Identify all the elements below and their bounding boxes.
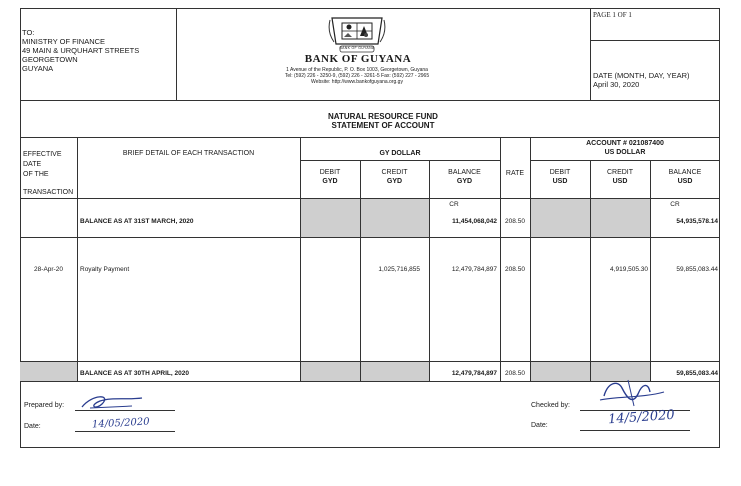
page-label: PAGE 1 OF 1 — [593, 11, 632, 19]
bank-address — [236, 67, 478, 85]
statement-date: April 30, 2020 — [593, 80, 640, 89]
date-right-handwritten: 14/5/2020 — [607, 407, 676, 428]
header-credit-usd-label: CREDIT — [606, 169, 634, 176]
transaction-detail: Royalty Payment — [80, 266, 130, 273]
header-date-line: DATE — [23, 161, 42, 168]
crest-ribbon-text: BANK OF GUYANA — [339, 46, 375, 50]
transaction-date: 28-Apr-20 — [34, 266, 63, 273]
recipient-line: 49 MAIN & URQUHART STREETS — [22, 46, 140, 55]
closing-balance-gyd: 12,479,784,897 — [451, 370, 497, 377]
header-balance-usd-currency: USD — [677, 178, 693, 185]
recipient-address — [22, 28, 139, 73]
transaction-credit-usd: 4,919,505.30 — [610, 266, 648, 273]
prepared-by-signature-icon — [72, 392, 152, 412]
opening-rate: 208.50 — [505, 218, 525, 225]
header-credit-usd-currency: USD — [612, 178, 628, 185]
shade-credit-usd-opening — [590, 198, 650, 237]
opening-balance-gyd: 11,454,068,042 — [452, 218, 497, 225]
header-balance-usd — [650, 168, 720, 186]
shade-debit-usd-closing — [530, 361, 590, 381]
header-credit-gyd-currency: GYD — [386, 178, 403, 185]
date-left-label: Date: — [24, 423, 41, 430]
header-debit-usd — [530, 168, 590, 186]
recipient-line: TO: — [22, 28, 35, 37]
closing-rate: 208.50 — [505, 370, 525, 377]
transaction-rate: 208.50 — [505, 266, 525, 273]
opening-row-bottom-line — [20, 237, 720, 238]
date-label: DATE (MONTH, DAY, YEAR) — [593, 71, 690, 80]
header-divider-left — [176, 8, 177, 100]
recipient-line: GEORGETOWN — [22, 55, 78, 64]
header-divider-right — [590, 8, 591, 100]
header-credit-gyd-label: CREDIT — [381, 169, 408, 176]
transaction-balance-usd: 59,855,083.44 — [676, 266, 718, 273]
header-debit-usd-currency: USD — [552, 178, 568, 185]
header-effective-date — [23, 150, 73, 198]
bank-contact-line: Tel: (592) 226 - 3250-9, (592) 226 - 3261-5 Fax: (592) 227 - 2965 — [284, 73, 430, 79]
header-account-number: ACCOUNT # 021087400 — [586, 140, 664, 147]
gy-dollar-header-line — [300, 160, 500, 161]
header-balance-gyd-label: BALANCE — [448, 169, 481, 176]
shade-debit-usd-opening — [530, 198, 590, 237]
date-right-label: Date: — [531, 422, 548, 429]
header-balance-gyd-currency: GYD — [456, 178, 473, 185]
header-us-dollar: US DOLLAR — [604, 149, 646, 156]
bank-name: BANK OF GUYANA — [304, 53, 412, 65]
shade-credit-gyd-closing — [360, 361, 429, 381]
title-bottom-line — [20, 137, 720, 138]
shade-credit-gyd-opening — [360, 198, 429, 237]
header-effective-line: EFFECTIVE — [23, 151, 62, 158]
prepared-by-label: Prepared by: — [24, 402, 65, 409]
transaction-balance-gyd: 12,479,784,897 — [451, 266, 497, 273]
date-left-handwritten: 14/05/2020 — [91, 416, 150, 431]
header-credit-usd — [590, 168, 650, 186]
recipient-line: GUYANA — [22, 64, 54, 73]
shade-debit-gyd-opening — [300, 198, 360, 237]
header-of-the-line: OF THE — [23, 171, 49, 178]
page-box-divider — [590, 40, 720, 41]
us-dollar-header-line — [530, 160, 720, 161]
statement-title — [176, 112, 590, 130]
header-rate: RATE — [505, 170, 525, 177]
title-fund-name: NATURAL RESOURCE FUND — [328, 112, 438, 121]
header-balance-gyd — [429, 168, 500, 186]
date-right-line — [580, 430, 690, 431]
bank-address-line: 1 Avenue of the Republic, P. O. Box 1003, Georgetown, Guyana — [286, 67, 428, 73]
header-bottom-line — [20, 100, 720, 101]
header-row-bottom-line — [20, 198, 720, 199]
header-debit-gyd — [300, 168, 360, 186]
header-gy-dollar: GY DOLLAR — [379, 150, 421, 157]
header-debit-usd-label: DEBIT — [549, 169, 571, 176]
header-debit-gyd-label: DEBIT — [319, 169, 341, 176]
header-debit-gyd-currency: GYD — [322, 178, 338, 185]
checked-by-signature-icon — [598, 376, 668, 410]
closing-balance-usd: 59,855,083.44 — [676, 370, 718, 377]
checked-by-label: Checked by: — [531, 402, 570, 409]
opening-detail: BALANCE AS AT 31ST MARCH, 2020 — [80, 218, 194, 225]
shade-debit-gyd-closing — [300, 361, 360, 381]
date-left-line — [75, 431, 175, 432]
closing-detail: BALANCE AS AT 30TH APRIL, 2020 — [80, 370, 189, 377]
recipient-line: MINISTRY OF FINANCE — [22, 37, 106, 46]
opening-cr-usd: CR — [670, 201, 680, 208]
shade-date-closing — [20, 361, 77, 381]
header-credit-gyd — [360, 168, 429, 186]
title-statement: STATEMENT OF ACCOUNT — [331, 121, 435, 130]
transaction-row-bottom-line — [20, 361, 720, 362]
opening-balance-usd: 54,935,578.14 — [676, 218, 718, 225]
header-brief-detail: BRIEF DETAIL OF EACH TRANSACTION — [122, 150, 255, 157]
col-line-date — [77, 137, 78, 381]
bank-website-line: Website: http://www.bankofguyana.org.gy — [311, 79, 403, 85]
transaction-credit-gyd: 1,025,716,855 — [378, 266, 420, 273]
opening-cr-gyd: CR — [449, 201, 459, 208]
header-transaction-line: TRANSACTION — [23, 189, 74, 196]
header-balance-usd-label: BALANCE — [668, 169, 702, 176]
